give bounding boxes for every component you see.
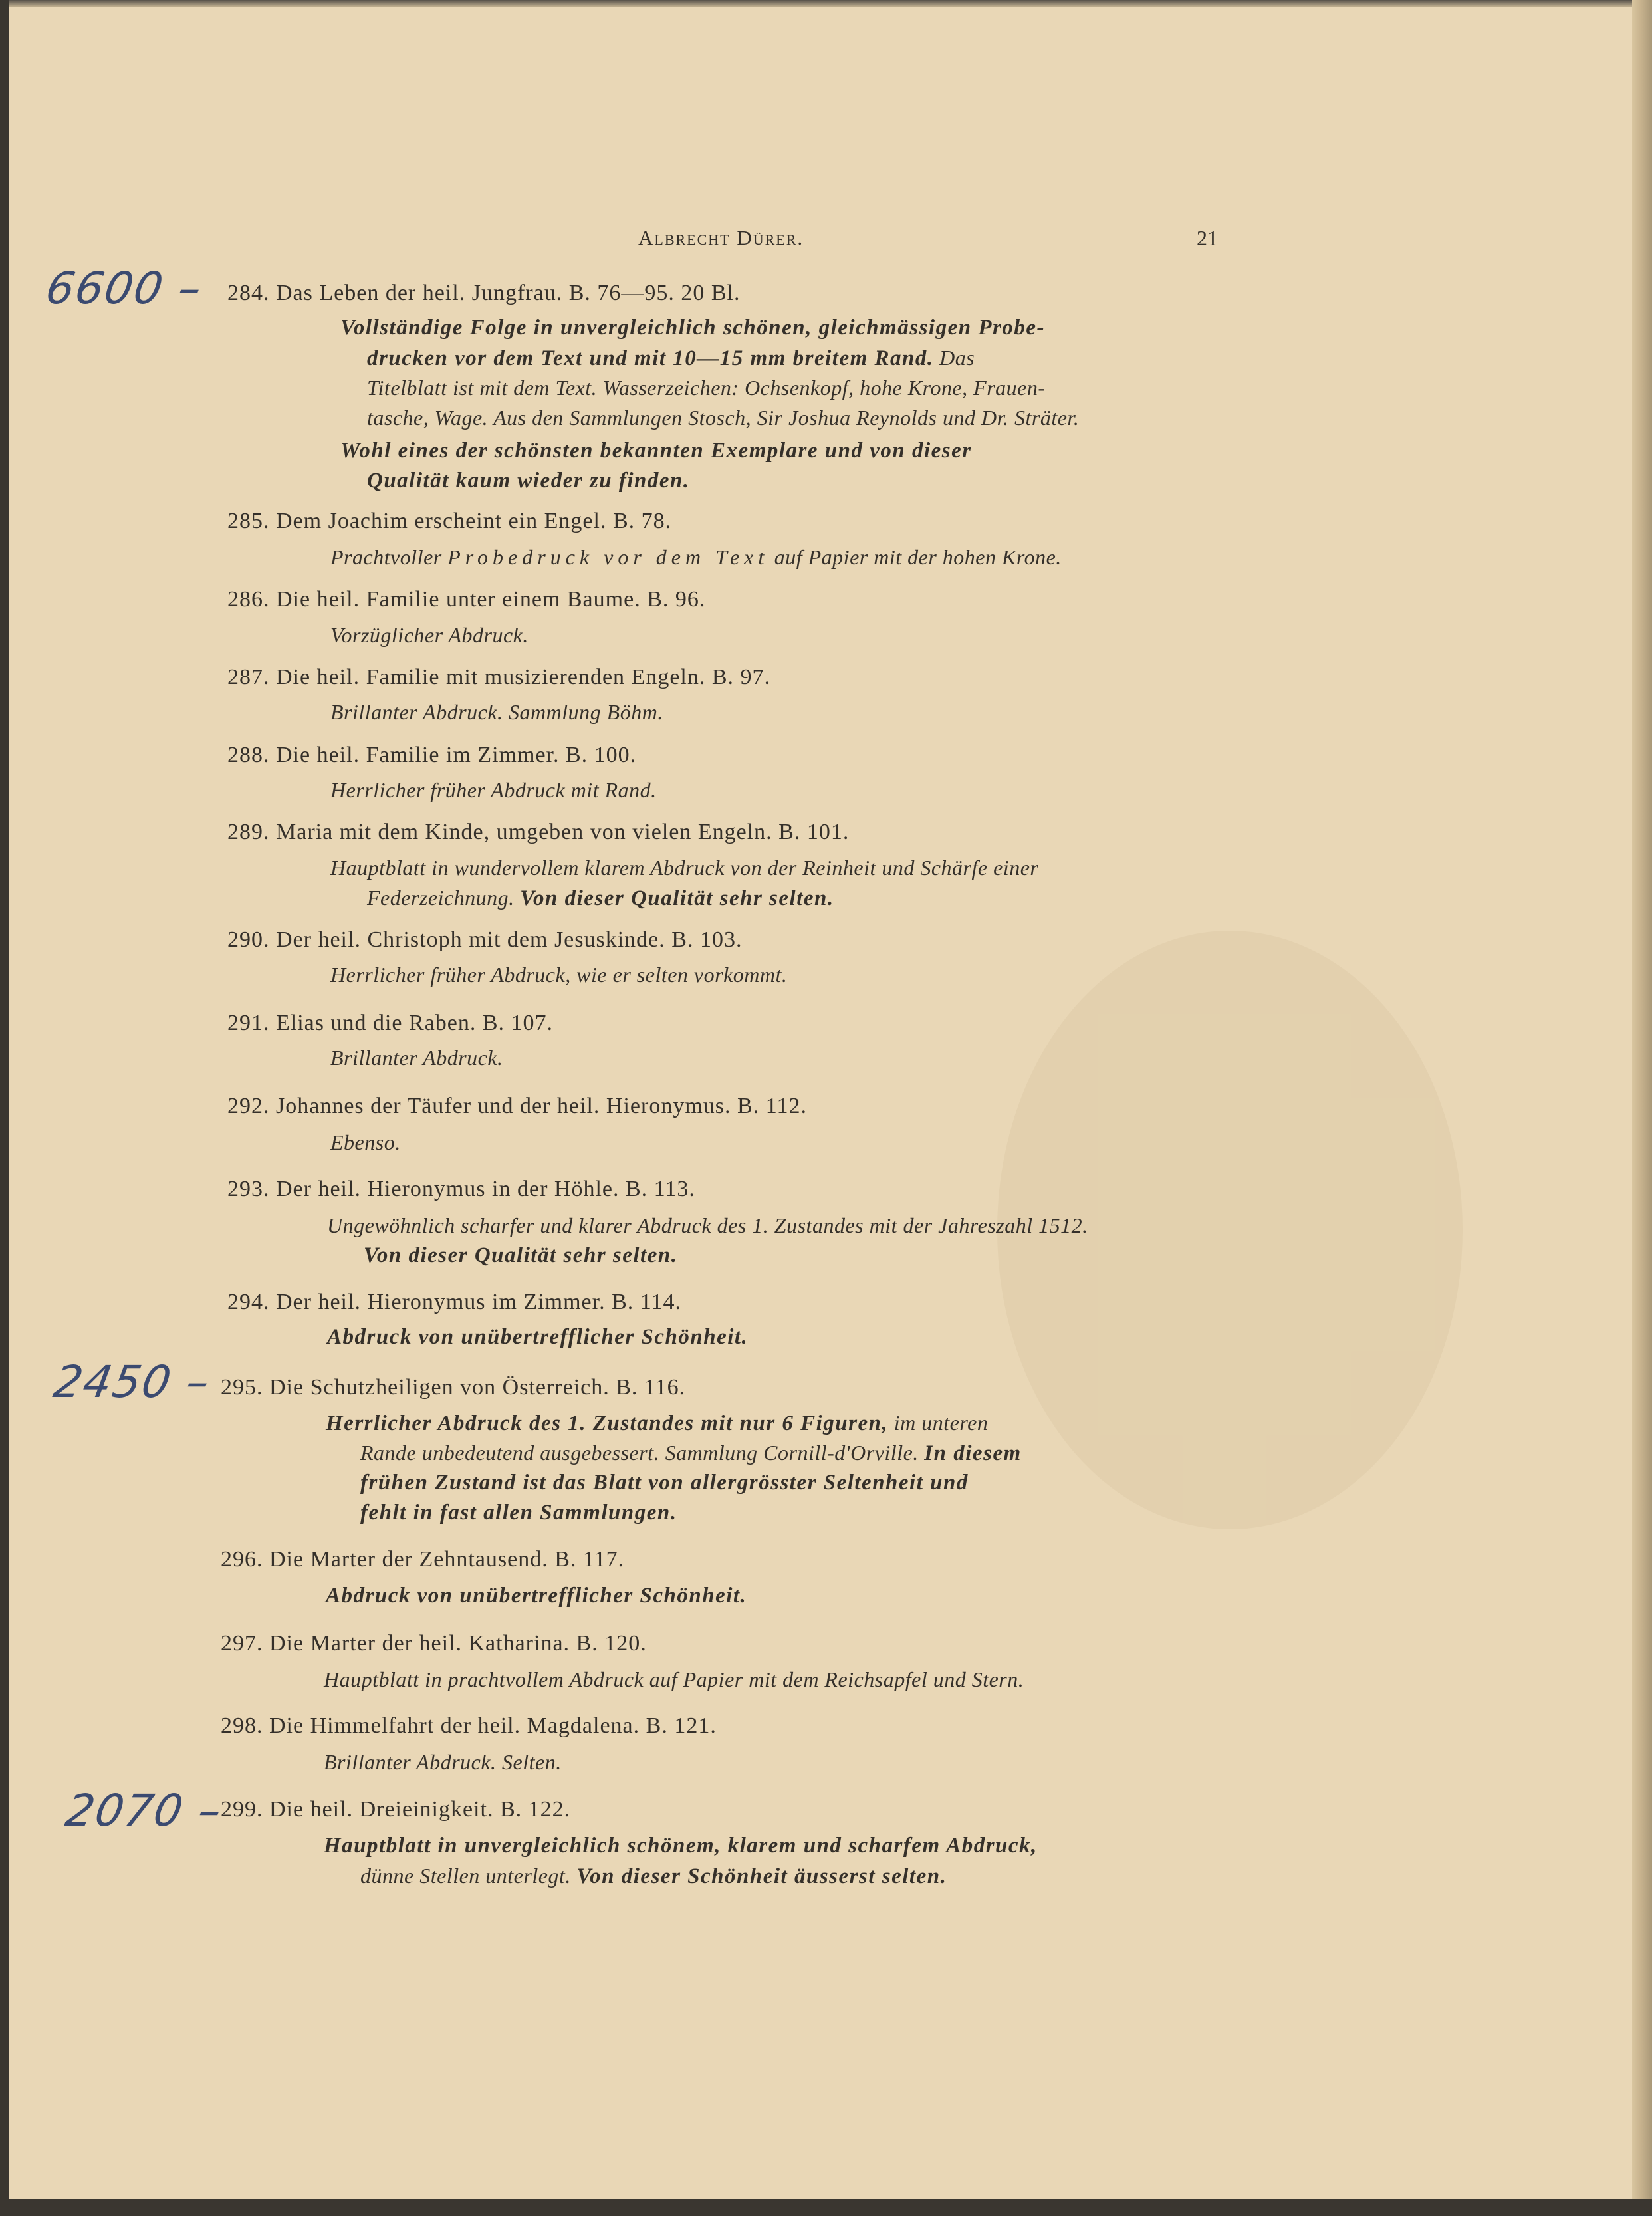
entry-title: 287. Die heil. Familie mit musizierenden Engeln. B. 97. (227, 665, 771, 689)
note-bold-text: drucken vor dem Text und mit 10—15 mm breitem Rand. (367, 346, 934, 370)
entry-note: Abdruck von unübertrefflicher Schönheit. (326, 1584, 747, 1608)
note-bold-text: Von dieser Qualität sehr selten. (520, 886, 834, 910)
entry-title: 297. Die Marter der heil. Katharina. B. 120. (221, 1631, 647, 1656)
scan-right-edge (1632, 0, 1652, 2216)
entry-note: Vorzüglicher Abdruck. (330, 623, 529, 647)
entry-title: 295. Die Schutzheiligen von Österreich. B. 116. (221, 1375, 686, 1400)
scan-bottom-edge (0, 2199, 1652, 2216)
note-spaced-text: Probedruck vor dem Text (447, 545, 769, 569)
entry-title: 293. Der heil. Hieronymus in der Höhle. B. 113. (227, 1177, 695, 1201)
entry-title: 288. Die heil. Familie im Zimmer. B. 100. (227, 743, 637, 767)
entry-note: Abdruck von unübertrefflicher Schönheit. (327, 1325, 749, 1349)
entry-title: 292. Johannes der Täufer und der heil. Hieronymus. B. 112. (227, 1094, 807, 1118)
entry-title: 285. Dem Joachim erscheint ein Engel. B. 78. (227, 509, 672, 533)
note-italic-text: im unteren (888, 1411, 989, 1435)
entry-note: Vollständige Folge in unvergleichlich schönen, gleichmässigen Probe- (340, 316, 1045, 340)
page-number: 21 (1197, 226, 1218, 250)
entry-note: Hauptblatt in unvergleichlich schönem, klarem und scharfem Abdruck, (324, 1834, 1038, 1858)
entry-title: 296. Die Marter der Zehntausend. B. 117. (221, 1547, 625, 1572)
entry-title: 298. Die Himmelfahrt der heil. Magdalena. B. 121. (221, 1713, 717, 1738)
note-bold-text: In diesem (924, 1441, 1022, 1465)
entry-title: 294. Der heil. Hieronymus im Zimmer. B. 114. (227, 1290, 681, 1314)
note-italic-text: Rande unbedeutend ausgebessert. Sammlung Cornill-d'Orville. (360, 1441, 925, 1465)
entry-note: Herrlicher früher Abdruck, wie er selten vorkommt. (330, 963, 788, 987)
entry-note: Von dieser Qualität sehr selten. (364, 1243, 678, 1267)
note-italic-text: dünne Stellen unterlegt. (360, 1864, 577, 1888)
entry-title: 291. Elias und die Raben. B. 107. (227, 1011, 554, 1035)
entry-note: Ebenso. (330, 1130, 401, 1154)
note-italic-text: auf Papier mit der hohen Krone. (768, 545, 1062, 569)
entry-note: Brillanter Abdruck. Selten. (324, 1750, 562, 1774)
entry-note (360, 1441, 1022, 1466)
entry-note (330, 545, 1062, 570)
pencil-price-299: 2070 – (62, 1785, 227, 1836)
note-bold-text: Herrlicher Abdruck des 1. Zustandes mit nur 6 Figuren, (326, 1412, 889, 1435)
entry-note: Brillanter Abdruck. (330, 1046, 503, 1070)
entry-note: Ungewöhnlich scharfer und klarer Abdruck des 1. Zustandes mit der Jahreszahl 1512. (327, 1213, 1088, 1237)
pencil-price-284: 6600 – (42, 263, 207, 314)
entry-title: 284. Das Leben der heil. Jungfrau. B. 76—95. 20 Bl. (227, 281, 741, 305)
entry-note: Titelblatt ist mit dem Text. Wasserzeichen: Ochsenkopf, hohe Krone, Frauen- (367, 376, 1046, 400)
note-italic-text: Prachtvoller (330, 545, 448, 569)
entry-note: Brillanter Abdruck. Sammlung Böhm. (330, 700, 663, 724)
entry-note: tasche, Wage. Aus den Sammlungen Stosch, Sir Joshua Reynolds und Dr. Sträter. (367, 406, 1080, 430)
note-bold-text: Von dieser Schönheit äusserst selten. (576, 1864, 947, 1888)
entry-note (360, 1864, 947, 1889)
entry-note: Qualität kaum wieder zu finden. (367, 469, 690, 493)
entry-title: 299. Die heil. Dreieinigkeit. B. 122. (221, 1797, 571, 1822)
scan-left-edge (0, 0, 9, 2216)
entry-note: Hauptblatt in prachtvollem Abdruck auf Papier mit dem Reichsapfel und Stern. (324, 1667, 1024, 1691)
entry-title: 289. Maria mit dem Kinde, umgeben von vielen Engeln. B. 101. (227, 820, 850, 844)
scan-top-edge (0, 0, 1652, 7)
entry-note: fehlt in fast allen Sammlungen. (360, 1501, 677, 1525)
entry-note (367, 886, 834, 911)
entry-note (326, 1411, 988, 1436)
entry-title: 290. Der heil. Christoph mit dem Jesuskinde. B. 103. (227, 927, 743, 952)
entry-title: 286. Die heil. Familie unter einem Baume. B. 96. (227, 587, 706, 612)
entry-note: Hauptblatt in wundervollem klarem Abdruck von der Reinheit und Schärfe einer (330, 856, 1039, 880)
running-head: Albrecht Dürer. (638, 226, 804, 249)
pencil-price-295: 2450 – (50, 1356, 215, 1408)
entry-note: Herrlicher früher Abdruck mit Rand. (330, 778, 657, 802)
entry-note: Wohl eines der schönsten bekannten Exemplare und von dieser (340, 439, 972, 463)
note-italic-text: Federzeichnung. (367, 886, 521, 910)
note-italic-text: Das (933, 346, 975, 370)
entry-note: frühen Zustand ist das Blatt von allergrösster Seltenheit und (360, 1471, 969, 1495)
entry-note (367, 346, 975, 371)
